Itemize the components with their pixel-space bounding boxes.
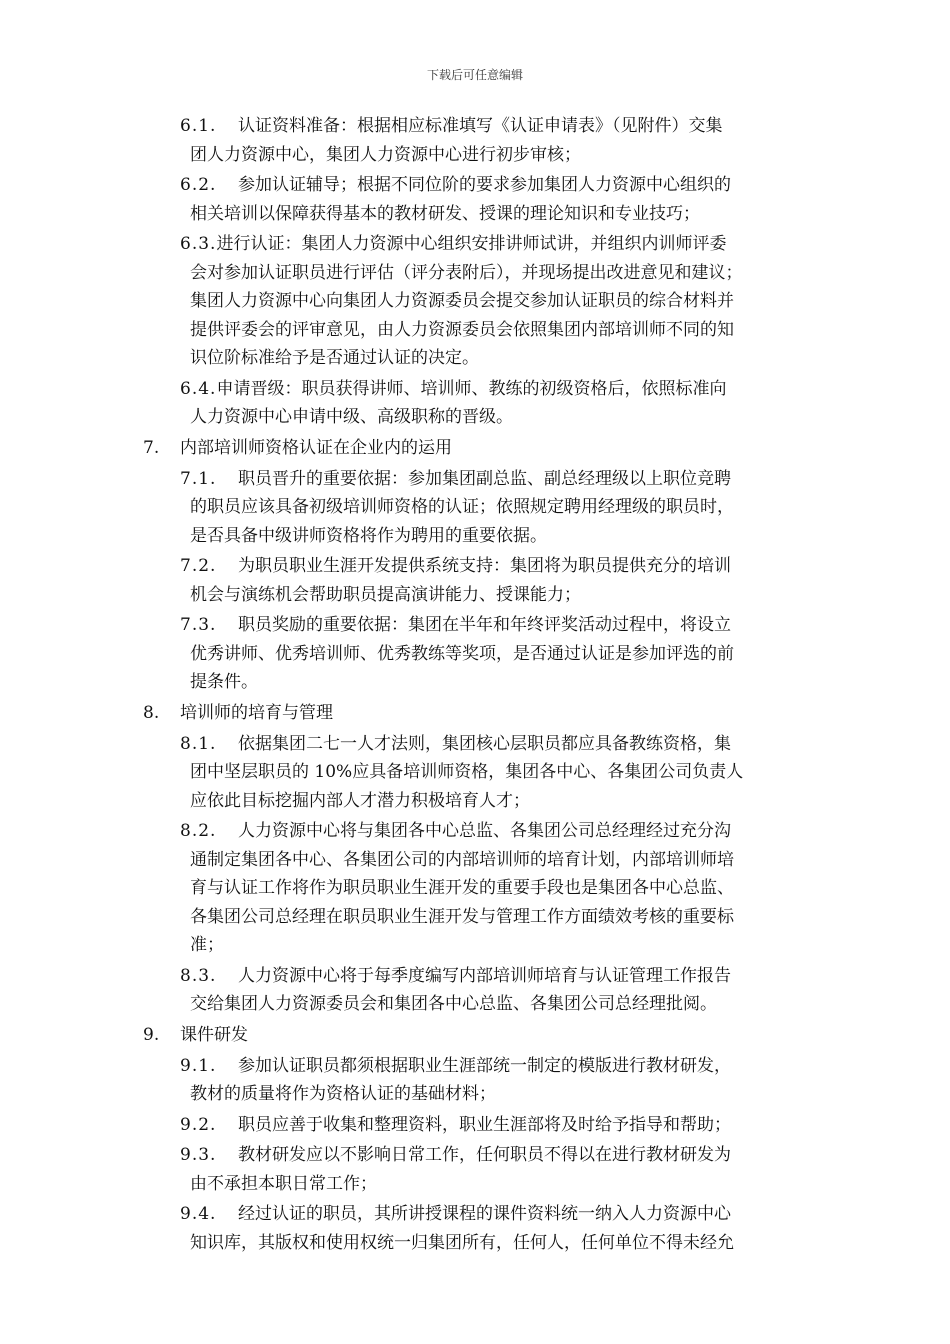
clause-continuation-line: 育与认证工作将作为职员职业生涯开发的重要手段也是集团各中心总监、 [190,878,734,898]
clause-text: 参加认证辅导；根据不同位阶的要求参加集团人力资源中心组织的 [238,175,731,195]
clause-continuation-line: 机会与演练机会帮助职员提高演讲能力、授课能力； [190,584,581,605]
clause-continuation-line: 各集团公司总经理在职员职业生涯开发与管理工作方面绩效考核的重要标 [190,906,734,927]
section-7-items [0,465,950,697]
clause-continuation-line: 识位阶标准给予是否通过认证的决定。 [190,348,479,368]
clause-text: 参加认证职员都须根据职业生涯部统一制定的模版进行教材研发， [238,1055,731,1076]
section-heading-9 [143,1021,950,1050]
clause-continuation-line: 相关培训以保障获得基本的教材研发、授课的理论知识和专业技巧； [190,203,700,224]
clause-number: 8.1. [180,733,217,754]
clause-text: 依据集团二七一人才法则，集团核心层职员都应具备教练资格，集 [238,733,731,754]
clause-continuation-line: 团人力资源中心，集团人力资源中心进行初步审核； [190,144,581,165]
section-number: 7. [143,437,160,458]
clause-number: 7.1. [180,468,217,489]
clause-number: 9.4. [180,1204,217,1224]
clause-number: 9.3. [180,1145,217,1165]
clause-continuation-line: 提条件。 [190,672,258,692]
section-number: 9. [143,1024,160,1045]
clause-text: 人力资源中心将于每季度编写内部培训师培育与认证管理工作报告 [238,965,731,986]
clause-number: 9.1. [180,1055,217,1076]
clause-text: 经过认证的职员，其所讲授课程的课件资料统一纳入人力资源中心 [238,1204,731,1224]
clause-continuation-line: 优秀讲师、优秀培训师、优秀教练等奖项，是否通过认证是参加评选的前 [190,643,734,664]
clause-number: 6.4. [180,378,217,399]
section-8-items [0,730,950,1019]
document-body [0,112,950,1259]
clause-text: 职员应善于收集和整理资料，职业生涯部将及时给予指导和帮助； [238,1114,731,1135]
clause-number: 8.3. [180,965,217,986]
clause-number: 8.2. [180,821,217,841]
clause-continuation-line: 准； [190,935,224,955]
clause-continuation-line: 的职员应该具备初级培训师资格的认证；依照规定聘用经理级的职员时， [190,497,734,517]
clause-paragraph [180,465,810,551]
clause-continuation-line: 人力资源中心申请中级、高级职称的晋级。 [190,407,513,427]
clause-text: 人力资源中心将与集团各中心总监、各集团公司总经理经过充分沟 [238,821,731,841]
clause-text: 职员晋升的重要依据：参加集团副总监、副总经理级以上职位竞聘 [238,468,731,489]
clause-continuation-line: 交给集团人力资源委员会和集团各中心总监、各集团公司总经理批阅。 [190,994,717,1014]
clause-text: 教材研发应以不影响日常工作，任何职员不得以在进行教材研发为 [238,1145,731,1165]
clause-paragraph [180,611,810,697]
clause-paragraph [180,730,810,816]
clause-paragraph [180,1052,810,1109]
clause-paragraph [180,375,810,432]
section-title: 课件研发 [180,1024,248,1045]
clause-text: 认证资料准备：根据相应标准填写《认证申请表》（见附件）交集 [238,116,723,136]
clause-number: 7.2. [180,556,217,576]
clause-paragraph [180,112,810,169]
clause-continuation-line: 会对参加认证职员进行评估（评分表附后），并现场提出改进意见和建议； [190,262,743,283]
section-heading-7 [143,434,950,463]
clause-text: 进行认证：集团人力资源中心组织安排讲师试讲，并组织内训师评委 [216,234,727,254]
clause-number: 9.2. [180,1114,217,1135]
clause-continuation-line: 应依此目标挖掘内部人才潜力积极培育人才； [190,790,530,811]
clause-continuation-line: 是否具备中级讲师资格将作为聘用的重要依据。 [190,525,547,546]
clause-number: 6.3. [180,234,217,254]
page-header: 下载后可任意编辑 [426,68,523,82]
section-9-items [0,1052,950,1258]
clause-paragraph [180,817,810,960]
clause-paragraph [180,962,810,1019]
clause-continuation-line: 团中坚层职员的 10%应具备培训师资格，集团各中心、各集团公司负责人 [190,762,744,782]
clause-continuation-line: 知识库，其版权和使用权统一归集团所有，任何人，任何单位不得未经允 [190,1232,734,1253]
clause-continuation-line: 由不承担本职日常工作； [190,1173,377,1194]
clause-paragraph [180,1111,810,1140]
section-title: 内部培训师资格认证在企业内的运用 [180,437,452,458]
section-title: 培训师的培育与管理 [180,702,333,723]
clause-paragraph [180,552,810,609]
clause-continuation-line: 提供评委会的评审意见，由人力资源委员会依照集团内部培训师不同的知 [190,319,734,340]
clause-text: 为职员职业生涯开发提供系统支持：集团将为职员提供充分的培训 [238,556,731,576]
clause-text: 职员奖励的重要依据：集团在半年和年终评奖活动过程中，将设立 [238,615,731,635]
clause-continuation-line: 教材的质量将作为资格认证的基础材料； [190,1084,496,1104]
clause-continuation-line: 集团人力资源中心向集团人力资源委员会提交参加认证职员的综合材料并 [190,291,734,311]
section-heading-8 [143,699,950,728]
clause-number: 6.2. [180,175,217,195]
clause-paragraph [180,1200,810,1257]
clause-number: 7.3. [180,615,217,635]
clause-paragraph [180,171,810,228]
section-number: 8. [143,702,160,723]
clause-paragraph [180,230,810,373]
clause-text: 申请晋级：职员获得讲师、培训师、教练的初级资格后，依照标准向 [216,378,727,399]
clause-number: 6.1. [180,116,217,136]
section-6-items [0,112,950,432]
clause-paragraph [180,1141,810,1198]
clause-continuation-line: 通制定集团各中心、各集团公司的内部培训师的培育计划，内部培训师培 [190,849,734,870]
